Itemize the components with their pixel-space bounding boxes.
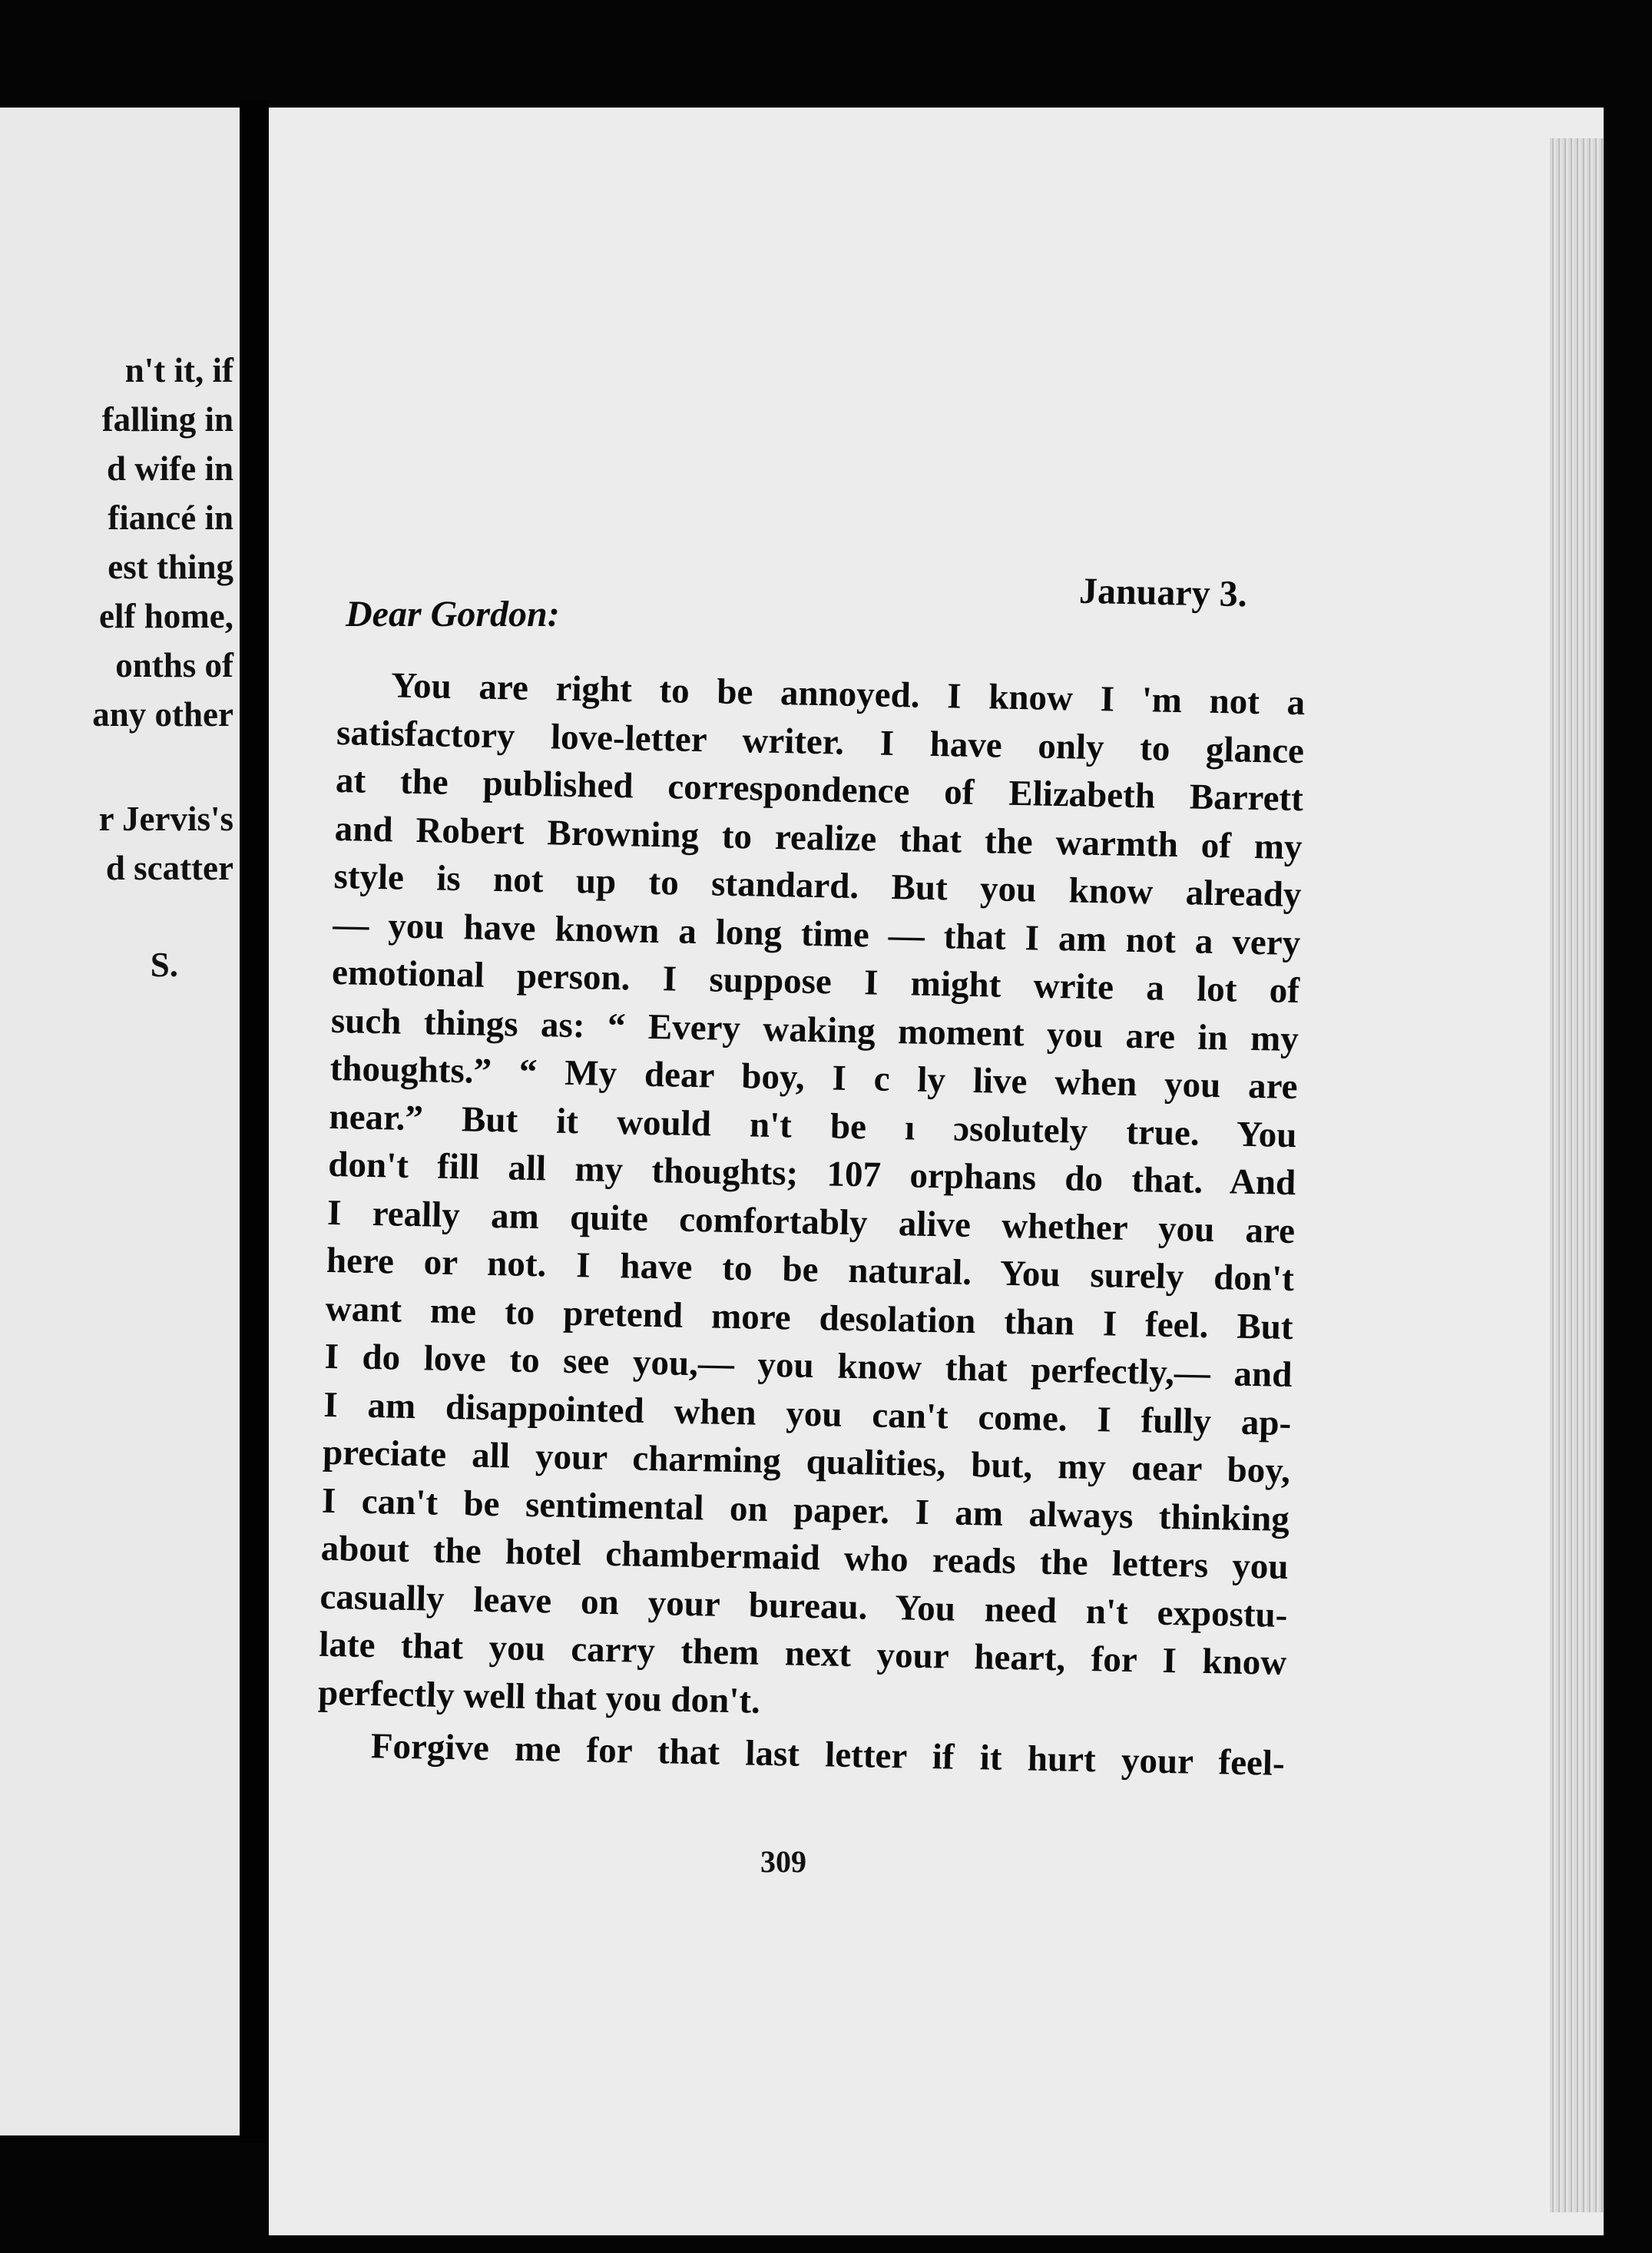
- right-page: [269, 108, 1604, 2235]
- body-line: I can't be sentimental on paper. I am always thinking: [321, 1480, 1290, 1539]
- body-line: don't fill all my thoughts; 107 orphans do that. And: [327, 1144, 1296, 1204]
- page-number: 309: [760, 1844, 806, 1879]
- body-line: here or not. I have to be natural. You surely don't: [326, 1240, 1295, 1300]
- left-page-fragment: S.: [150, 946, 178, 984]
- body-line: late that you carry them next your heart, for I know: [318, 1624, 1287, 1683]
- body-line: such things as: “ Every waking moment you are in my: [330, 1000, 1299, 1059]
- left-page-fragment: d scatter: [105, 849, 233, 887]
- body-line: emotional person. I suppose I might write a lot of: [331, 952, 1300, 1012]
- page-edges: [1550, 138, 1604, 2212]
- body-line: satisfactory love-letter writer. I have only to glance: [336, 712, 1305, 771]
- book-gutter: [240, 100, 269, 2143]
- left-page-fragment: est thing: [108, 548, 233, 586]
- left-page-fragment: any other: [92, 695, 233, 734]
- body-line: want me to pretend more desolation than I feel. But: [325, 1288, 1294, 1347]
- body-line: You are right to be annoyed. I know I 'm not a: [390, 665, 1306, 724]
- left-page-fragment: n't it, if: [124, 351, 233, 389]
- left-page-fragment: fiancé in: [108, 499, 233, 537]
- body-line: I really am quite comfortably alive whether you are: [326, 1192, 1296, 1251]
- letter-salutation: Dear Gordon:: [346, 594, 560, 634]
- body-line: I do love to see you,— you know that perfectly,— and: [324, 1336, 1293, 1396]
- body-line: I am disappointed when you can't come. I fully ap-: [323, 1384, 1292, 1443]
- left-page-fragment: elf home,: [99, 597, 233, 635]
- letter-date: January 3.: [1078, 570, 1248, 615]
- body-line: at the published correspondence of Elizabeth Barrett: [335, 760, 1304, 820]
- body-line: perfectly well that you don't.: [317, 1672, 761, 1721]
- left-page: [0, 108, 240, 2135]
- left-page-fragment: r Jervis's: [98, 800, 233, 838]
- left-page-fragment: d wife in: [106, 449, 233, 488]
- body-line: near.” But it would n't be ı ɔsolutely true. You: [329, 1096, 1297, 1155]
- body-line: thoughts.” “ My dear boy, I c ly live when you are: [329, 1048, 1299, 1108]
- body-line: and Robert Browning to realize that the warmth of my: [334, 808, 1303, 867]
- body-line: preciate all your charming qualities, but, my ɑear boy,: [322, 1432, 1291, 1491]
- body-line: Forgive me for that last letter if it hurt your feel-: [370, 1726, 1286, 1784]
- body-line: casually leave on your bureau. You need n't expostu-: [319, 1576, 1288, 1635]
- letter-body: [316, 661, 1305, 1787]
- body-line: about the hotel chambermaid who reads the letters you: [320, 1528, 1289, 1587]
- left-page-fragment: onths of: [115, 646, 233, 684]
- left-page-fragment: falling in: [101, 400, 233, 439]
- body-line: — you have known a long time — that I am not a very: [332, 904, 1301, 963]
- body-line: style is not up to standard. But you know already: [333, 856, 1302, 916]
